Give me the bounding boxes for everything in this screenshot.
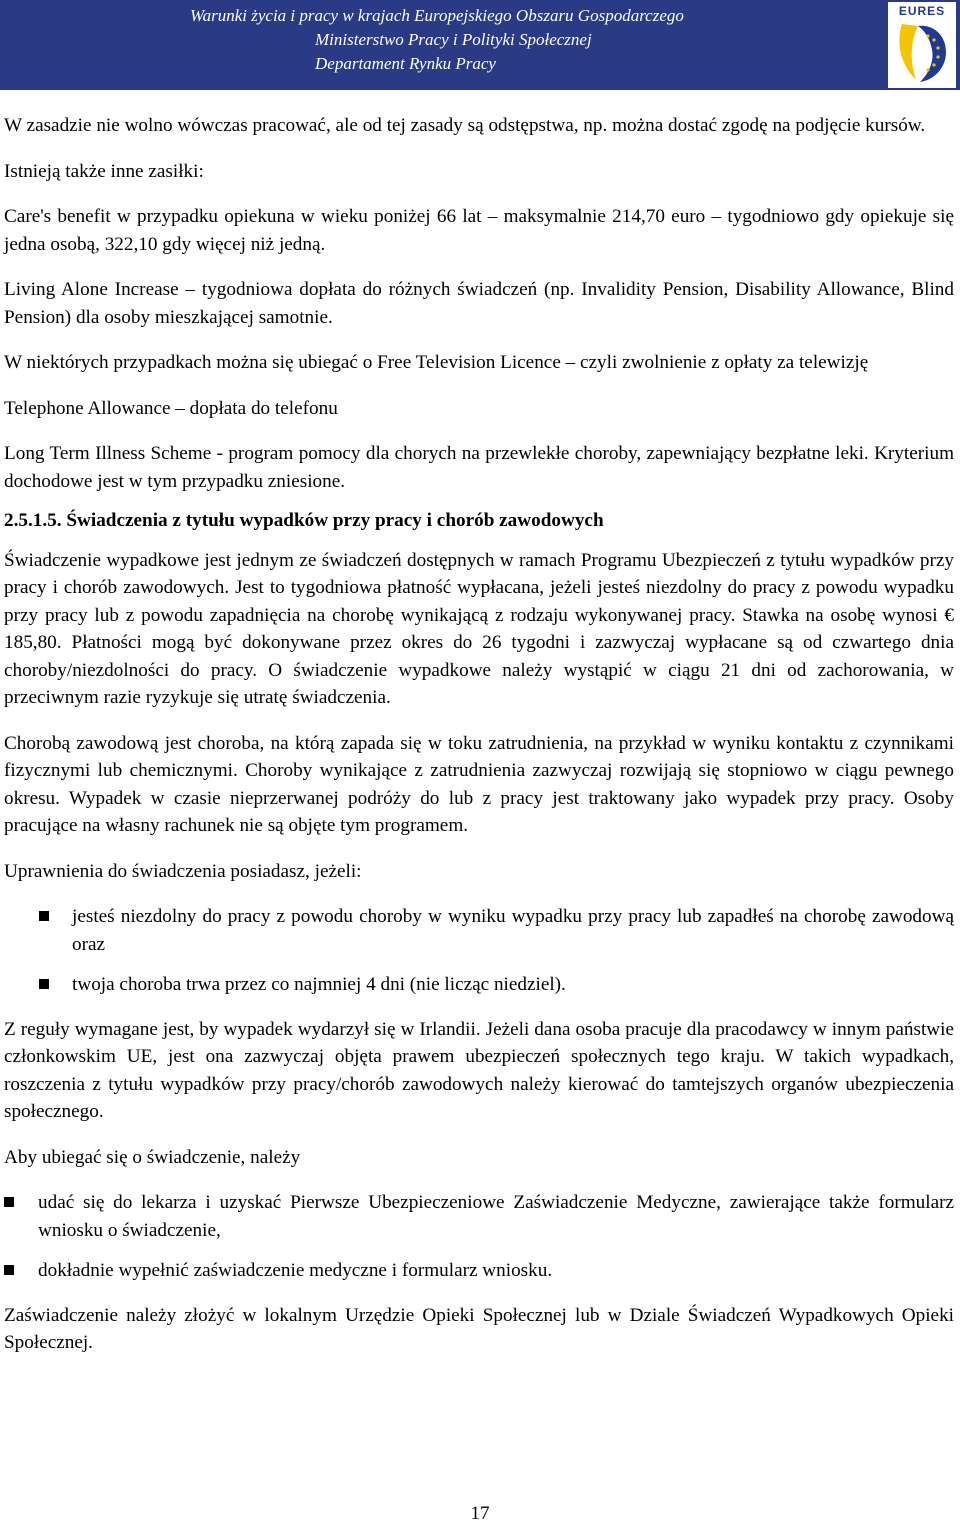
bullet-list bbox=[4, 903, 954, 999]
square-bullet-icon bbox=[39, 911, 49, 921]
header-line-2: Ministerstwo Pracy i Polityki Społecznej bbox=[315, 30, 592, 49]
eures-logo-text: EURES bbox=[898, 4, 946, 18]
paragraph: Świadczenie wypadkowe jest jednym ze świadczeń dostępnych w ramach Programu Ubezpieczeń z tytułu wypadków przy pracy i chorób zawodowych. Jest to tygodniowa płatność wypłacana, jeżeli jesteś niezdolny do pracy z powodu wypadku przy pracy lub z powodu zapadnięcia na chorobę wynikającą z rodzaju wykonywanej pracy. Stawka na osobę wynosi € 185,80. Płatności mogą być dokonywane przez okres do 26 tygodni i zazwyczaj wypłacane są od czwartego dnia choroby/niezdolności do pracy. O świadczenie wypadkowe należy wystąpić w ciągu 21 dni od zachorowania, w przeciwnym razie ryzykuje się utratę świadczenia. bbox=[4, 549, 954, 708]
square-bullet-icon bbox=[39, 979, 49, 989]
page-header bbox=[0, 0, 960, 90]
paragraph: Chorobą zawodową jest choroba, na którą zapada się w toku zatrudnienia, na przykład w wyniku kontaktu z czynnikami fizycznymi lub chemicznymi. Choroby wynikające z zatrudnienia zazwyczaj rozwijają się stopniowo w ciągu pewnego okresu. Wypadek w czasie nieprzerwanej podróży do lub z pracy jest traktowany jako wypadek przy pracy. Osoby pracujące na własny rachunek nie są objęte tym programem. bbox=[4, 732, 954, 836]
list-item bbox=[4, 903, 954, 958]
square-bullet-icon bbox=[4, 1197, 14, 1207]
paragraph: Istnieją także inne zasiłki: bbox=[4, 160, 204, 182]
list-item-text: twoja choroba trwa przez co najmniej 4 dni (nie licząc niedziel). bbox=[72, 974, 566, 995]
paragraph: Living Alone Increase – tygodniowa dopłata do różnych świadczeń (np. Invalidity Pension, Disability Allowance, Blind Pension) dla osoby mieszkającej samotnie. bbox=[4, 279, 954, 328]
bullet-list bbox=[4, 1189, 954, 1285]
paragraph: Uprawnienia do świadczenia posiadasz, jeżeli: bbox=[4, 860, 362, 882]
list-item bbox=[4, 1257, 954, 1285]
square-bullet-icon bbox=[4, 1265, 14, 1275]
paragraph: Z reguły wymagane jest, by wypadek wydarzył się w Irlandii. Jeżeli dana osoba pracuje dla pracodawcy w innym państwie członkowskim UE, jest ona zazwyczaj objęta prawem ubezpieczeń społecznych tego kraju. W takich wypadkach, roszczenia z tytułu wypadków przy pracy/chorób zawodowych należy kierować do tamtejszych organów ubezpieczenia społecznego. bbox=[4, 1018, 954, 1122]
paragraph: Telephone Allowance – dopłata do telefonu bbox=[4, 397, 338, 419]
list-item bbox=[4, 1189, 954, 1244]
paragraph: Zaświadczenie należy złożyć w lokalnym Urzędzie Opieki Społecznej lub w Dziale Świadczeń Wypadkowych Opieki Społecznej. bbox=[4, 1304, 954, 1353]
list-item-text: udać się do lekarza i uzyskać Pierwsze Ubezpieczeniowe Zaświadczenie Medyczne, zawierające także formularz wniosku o świadczenie, bbox=[38, 1192, 954, 1241]
eures-logo-icon bbox=[888, 2, 956, 88]
paragraph: W niektórych przypadkach można się ubiegać o Free Television Licence – czyli zwolnienie z opłaty za telewizję bbox=[4, 352, 869, 373]
page-number: 17 bbox=[470, 1503, 490, 1524]
paragraph: Aby ubiegać się o świadczenie, należy bbox=[4, 1146, 301, 1168]
header-text bbox=[190, 4, 830, 76]
header-line-3: Departament Rynku Pracy bbox=[315, 54, 496, 73]
list-item-text: jesteś niezdolny do pracy z powodu choroby w wyniku wypadku przy pracy lub zapadłeś na chorobę zawodową oraz bbox=[72, 906, 954, 955]
paragraph: W zasadzie nie wolno wówczas pracować, ale od tej zasady są odstępstwa, np. można dostać zgodę na podjęcie kursów. bbox=[4, 115, 926, 136]
section-heading: 2.5.1.5. Świadczenia z tytułu wypadków przy pracy i chorób zawodowych bbox=[4, 510, 604, 531]
header-line-1: Warunki życia i pracy w krajach Europejskiego Obszaru Gospodarczego bbox=[190, 6, 684, 25]
paragraph: Care's benefit w przypadku opiekuna w wieku poniżej 66 lat – maksymalnie 214,70 euro – tygodniowo gdy opiekuje się jedna osobą, 322,10 gdy więcej niż jedną. bbox=[4, 206, 954, 255]
list-item bbox=[4, 971, 954, 999]
document-body bbox=[4, 112, 954, 1375]
list-item-text: dokładnie wypełnić zaświadczenie medyczne i formularz wniosku. bbox=[38, 1260, 553, 1281]
paragraph: Long Term Illness Scheme - program pomocy dla chorych na przewlekłe choroby, zapewniający bezpłatne leki. Kryterium dochodowe jest w tym przypadku zniesione. bbox=[4, 443, 954, 492]
